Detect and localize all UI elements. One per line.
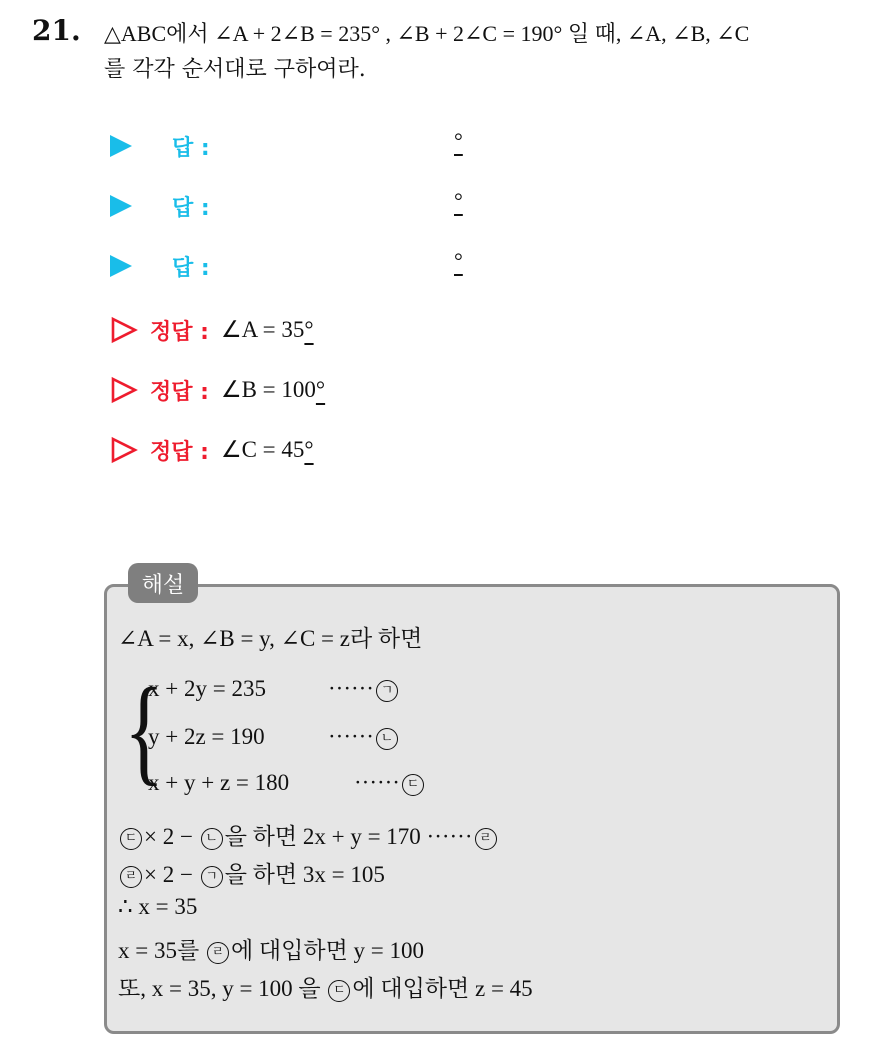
circled-mark: ㄱ bbox=[201, 866, 223, 888]
circled-mark: ㄹ bbox=[120, 866, 142, 888]
question-line-1: △ABC에서 ∠A + 2∠B = 235° , ∠B + 2∠C = 190° 일 때, ∠A, ∠B, ∠C bbox=[104, 21, 750, 46]
answer-unit: ° bbox=[454, 188, 463, 213]
circled-mark: ㄷ bbox=[120, 828, 142, 850]
correct-label: 정답 : bbox=[150, 439, 209, 465]
solution-substitute-1: x = 35를 ㄹ 에 대입하면 y = 100 bbox=[118, 938, 425, 963]
play-icon bbox=[110, 255, 132, 277]
solution-step-1: ㄷ × 2 − ㄴ 을 하면 2x + y = 170 ······ ㄹ bbox=[118, 818, 499, 851]
answer-label: 답 : bbox=[172, 195, 210, 221]
answer-label: 답 : bbox=[172, 135, 210, 161]
answer-label: 답 : bbox=[172, 255, 210, 281]
solution-intro: ∠A = x, ∠B = y, ∠C = z라 하면 bbox=[118, 626, 423, 651]
solution-step-2: ㄹ × 2 − ㄱ 을 하면 3x = 105 bbox=[118, 856, 385, 889]
circled-mark: ㄹ bbox=[207, 942, 229, 964]
correct-label: 정답 : bbox=[150, 319, 209, 345]
play-icon bbox=[110, 135, 132, 157]
correct-value: ∠A = 35° bbox=[220, 317, 314, 342]
circled-mark: ㄹ bbox=[475, 828, 497, 850]
correct-value: ∠B = 100° bbox=[220, 377, 326, 402]
triangle-outline-icon bbox=[110, 316, 138, 344]
correct-row-3 bbox=[110, 430, 314, 470]
correct-value: ∠C = 45° bbox=[220, 437, 314, 462]
correct-row-1 bbox=[110, 310, 314, 350]
system-eq-1: x + 2y = 235 ······ ㄱ bbox=[148, 676, 266, 702]
circled-mark: ㄷ bbox=[402, 774, 424, 796]
answer-row-2[interactable] bbox=[110, 186, 463, 226]
question-text bbox=[104, 16, 864, 88]
triangle-outline-icon bbox=[110, 436, 138, 464]
circled-mark: ㄴ bbox=[376, 728, 398, 750]
answer-unit: ° bbox=[454, 128, 463, 153]
system-brace: { bbox=[124, 663, 165, 796]
answer-unit: ° bbox=[454, 248, 463, 273]
solution-substitute-2: 또, x = 35, y = 100 을 ㄷ 에 대입하면 z = 45 bbox=[118, 976, 533, 1001]
solution-tab: 해설 bbox=[128, 563, 198, 603]
play-icon bbox=[110, 195, 132, 217]
question-line-2: 를 각각 순서대로 구하여라. bbox=[104, 57, 366, 82]
circled-mark: ㄱ bbox=[376, 680, 398, 702]
correct-row-2 bbox=[110, 370, 325, 410]
system-eq-3: x + y + z = 180 ······ ㄷ bbox=[148, 770, 289, 796]
answer-row-1[interactable] bbox=[110, 126, 463, 166]
answer-row-3[interactable] bbox=[110, 246, 463, 286]
correct-label: 정답 : bbox=[150, 379, 209, 405]
solution-therefore: ∴ x = 35 bbox=[118, 894, 198, 919]
triangle-outline-icon bbox=[110, 376, 138, 404]
question-number: 21. bbox=[32, 14, 81, 47]
circled-mark: ㄴ bbox=[201, 828, 223, 850]
circled-mark: ㄷ bbox=[328, 980, 350, 1002]
system-eq-2: y + 2z = 190 ······ ㄴ bbox=[148, 724, 265, 750]
